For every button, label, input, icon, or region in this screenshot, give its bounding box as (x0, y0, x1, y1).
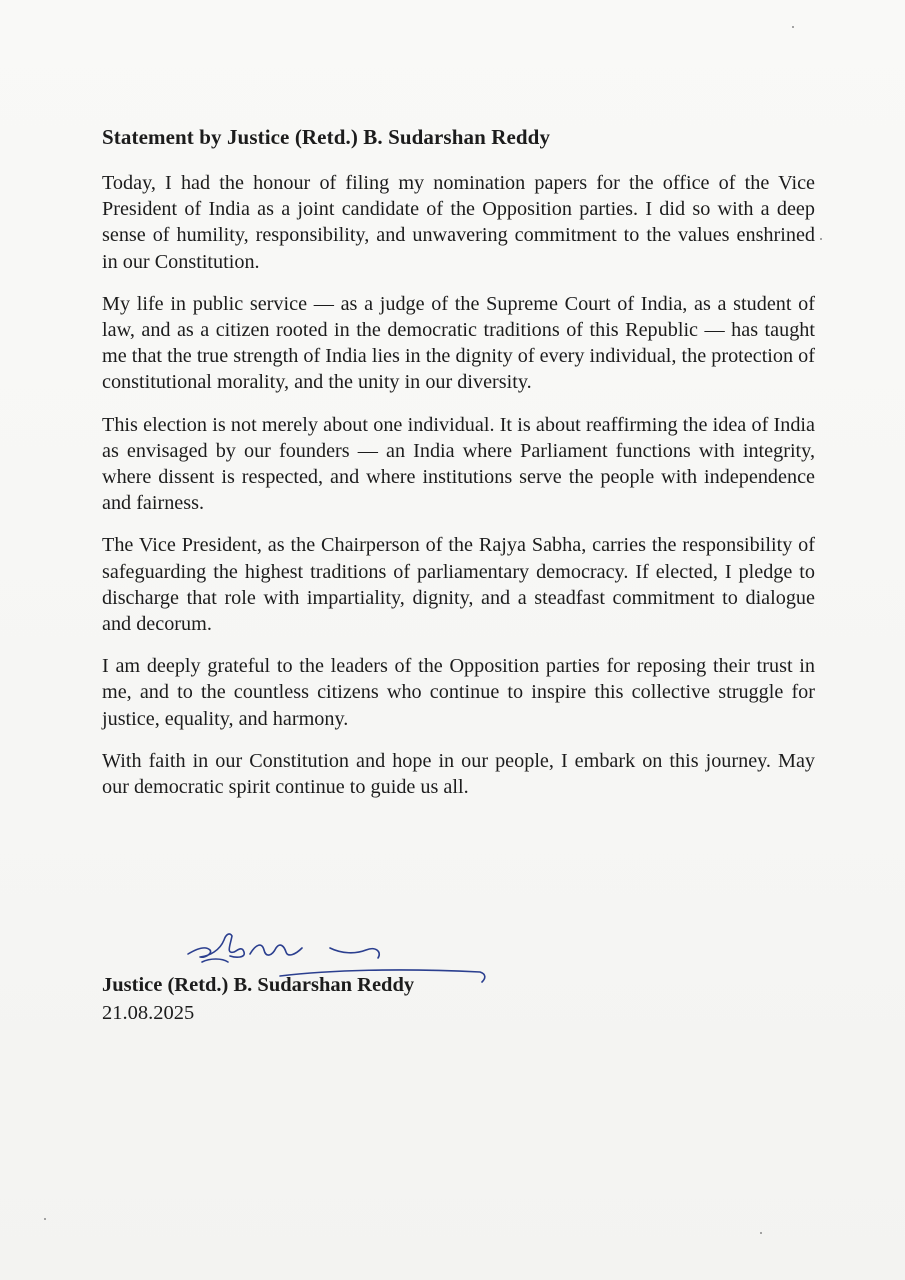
paragraph-1: Today, I had the honour of filing my nomination papers for the office of the Vice President of India as a joint candidate of the Opposition parties. I did so with a deep sense of humility, responsibility, and unwavering commitment to the values enshrined in our Constitution. (102, 172, 815, 273)
scan-speck (44, 1218, 46, 1220)
statement-date: 21.08.2025 (102, 1002, 195, 1024)
scan-speck (820, 238, 822, 240)
paragraph-2: My life in public service — as a judge of the Supreme Court of India, as a student of law, and as a citizen rooted in the democratic traditions of this Republic — has taught me that the true strength of India lies in the dignity of every individual, the protection of constitutional morality, and the unity in our diversity. (102, 292, 815, 394)
statement-title: Statement by Justice (Retd.) B. Sudarshan Reddy (102, 125, 551, 149)
paragraph-3: This election is not merely about one individual. It is about reaffirming the idea of India as envisaged by our founders — an India where Parliament functions with integrity, where dissent is respected, and where institutions serve the people with independence and fairness. (102, 413, 815, 515)
statement-body (102, 122, 815, 816)
paragraph-4: The Vice President, as the Chairperson of the Rajya Sabha, carries the responsibility of safeguarding the highest traditions of parliamentary democracy. If elected, I pledge to discharge that role with impartiality, dignity, and a steadfast commitment to dialogue and decorum. (102, 534, 815, 636)
paragraph-5: I am deeply grateful to the leaders of the Opposition parties for reposing their trust in me, and to the countless citizens who continue to inspire this collective struggle for justice, equality, and harmony. (102, 655, 815, 730)
scan-speck (792, 26, 794, 28)
scan-speck (760, 1232, 762, 1234)
paragraph-6: With faith in our Constitution and hope in our people, I embark on this journey. May our democratic spirit continue to guide us all. (102, 749, 815, 799)
signatory-name: Justice (Retd.) B. Sudarshan Reddy (102, 974, 415, 996)
